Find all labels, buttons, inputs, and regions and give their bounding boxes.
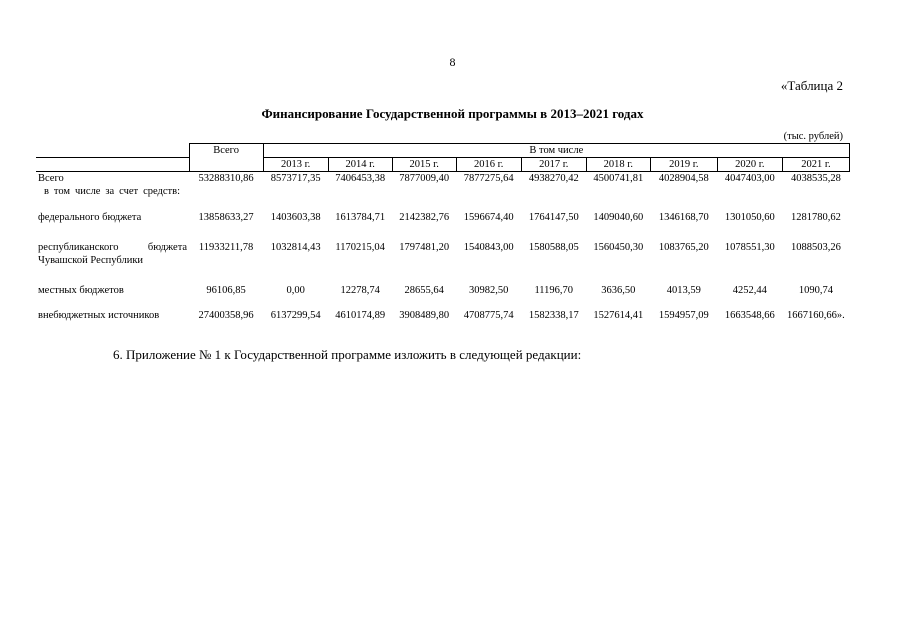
cell-value: 3908489,80 bbox=[399, 310, 450, 321]
cell-total: 27400358,96 bbox=[198, 310, 254, 321]
header-year: 2018 г. bbox=[586, 158, 650, 172]
cell-value: 7406453,38 bbox=[335, 173, 386, 184]
row-label: Всего bbox=[38, 173, 64, 184]
cell-value: 1560450,30 bbox=[593, 242, 644, 253]
table-reference: «Таблица 2 bbox=[780, 78, 843, 93]
cell-value: 1403603,38 bbox=[270, 212, 321, 223]
cell-value: 4028904,58 bbox=[658, 173, 709, 184]
header-year: 2021 г. bbox=[782, 158, 849, 172]
header-total: Всего bbox=[189, 144, 263, 172]
cell-value: 4500741,81 bbox=[593, 173, 644, 184]
table-row bbox=[36, 185, 850, 211]
cell-value: 8573717,35 bbox=[270, 173, 321, 184]
row-label bbox=[36, 241, 189, 284]
cell-value: 1346168,70 bbox=[658, 212, 709, 223]
cell-value: 7877009,40 bbox=[399, 173, 450, 184]
cell-value: 1580588,05 bbox=[528, 242, 579, 253]
cell-value: 1032814,43 bbox=[270, 242, 321, 253]
cell-value: 12278,74 bbox=[340, 285, 380, 296]
row-label: федерального бюджета bbox=[38, 212, 142, 223]
cell-value: 3636,50 bbox=[601, 285, 636, 296]
cell-value: 11196,70 bbox=[534, 285, 574, 296]
table-row bbox=[36, 211, 850, 241]
row-label: местных бюджетов bbox=[38, 285, 124, 296]
cell-value: 4013,59 bbox=[666, 285, 701, 296]
cell-value bbox=[456, 185, 521, 211]
header-year: 2013 г. bbox=[263, 158, 328, 172]
cell-total bbox=[189, 185, 263, 211]
cell-value: 30982,50 bbox=[469, 285, 509, 296]
cell-value: 1090,74 bbox=[798, 285, 833, 296]
table-row bbox=[36, 284, 850, 309]
header-year: 2016 г. bbox=[456, 158, 521, 172]
cell-value: 7877275,64 bbox=[463, 173, 514, 184]
cell-value: 6137299,54 bbox=[270, 310, 321, 321]
cell-value: 2142382,76 bbox=[399, 212, 450, 223]
cell-total: 96106,85 bbox=[206, 285, 246, 296]
cell-value bbox=[650, 185, 717, 211]
cell-total: 11933211,78 bbox=[198, 242, 254, 253]
cell-value: 28655,64 bbox=[404, 285, 444, 296]
table-row bbox=[36, 172, 850, 186]
financing-table bbox=[36, 143, 850, 323]
row-label-line: в том числе за счет средств: bbox=[44, 186, 180, 197]
cell-total: 13858633,27 bbox=[198, 212, 254, 223]
cell-value: 4938270,42 bbox=[528, 173, 579, 184]
cell-value: 1281780,62 bbox=[790, 212, 841, 223]
cell-value: 4047403,00 bbox=[724, 173, 775, 184]
page-number: 8 bbox=[449, 55, 456, 69]
cell-value: 1083765,20 bbox=[658, 242, 709, 253]
header-group: В том числе bbox=[263, 144, 849, 158]
cell-value: 4708775,74 bbox=[463, 310, 514, 321]
row-label bbox=[36, 185, 189, 211]
table-row bbox=[36, 309, 850, 323]
header-year: 2019 г. bbox=[650, 158, 717, 172]
cell-value: 1594957,09 bbox=[658, 310, 709, 321]
cell-value: 1764147,50 bbox=[528, 212, 579, 223]
cell-value bbox=[328, 185, 392, 211]
row-label: внебюджетных источников bbox=[38, 310, 160, 321]
cell-value: 1540843,00 bbox=[463, 242, 514, 253]
cell-value: 1797481,20 bbox=[399, 242, 450, 253]
cell-value: 1078551,30 bbox=[724, 242, 775, 253]
table-row bbox=[36, 241, 850, 284]
cell-value: 1663548,66 bbox=[724, 310, 775, 321]
cell-value: 1596674,40 bbox=[463, 212, 514, 223]
header-year: 2014 г. bbox=[328, 158, 392, 172]
row-label-line: республиканского бюджета Чувашской Республики bbox=[38, 242, 188, 266]
cell-value: 1088503,26 bbox=[790, 242, 841, 253]
cell-value: 0,00 bbox=[286, 285, 305, 296]
cell-value: 4252,44 bbox=[732, 285, 767, 296]
cell-value bbox=[782, 185, 849, 211]
header-year: 2015 г. bbox=[392, 158, 456, 172]
cell-value: 4610174,89 bbox=[335, 310, 386, 321]
cell-value: 1613784,71 bbox=[335, 212, 386, 223]
units-label: (тыс. рублей) bbox=[783, 131, 843, 142]
cell-value bbox=[392, 185, 456, 211]
cell-value bbox=[263, 185, 328, 211]
cell-value: 1527614,41 bbox=[593, 310, 644, 321]
cell-value: 1667160,66». bbox=[787, 310, 845, 321]
cell-value: 1301050,60 bbox=[724, 212, 775, 223]
header-year: 2017 г. bbox=[521, 158, 586, 172]
cell-value: 1170215,04 bbox=[335, 242, 385, 253]
table-title: Финансирование Государственной программы в 2013–2021 годах bbox=[261, 106, 644, 121]
cell-value: 1582338,17 bbox=[528, 310, 579, 321]
cell-value: 1409040,60 bbox=[593, 212, 644, 223]
cell-value bbox=[586, 185, 650, 211]
cell-value bbox=[521, 185, 586, 211]
header-year: 2020 г. bbox=[717, 158, 782, 172]
cell-total: 53288310,86 bbox=[198, 173, 254, 184]
instruction-paragraph: 6. Приложение № 1 к Государственной программе изложить в следующей редакции: bbox=[113, 347, 582, 362]
cell-value: 4038535,28 bbox=[790, 173, 841, 184]
cell-value bbox=[717, 185, 782, 211]
